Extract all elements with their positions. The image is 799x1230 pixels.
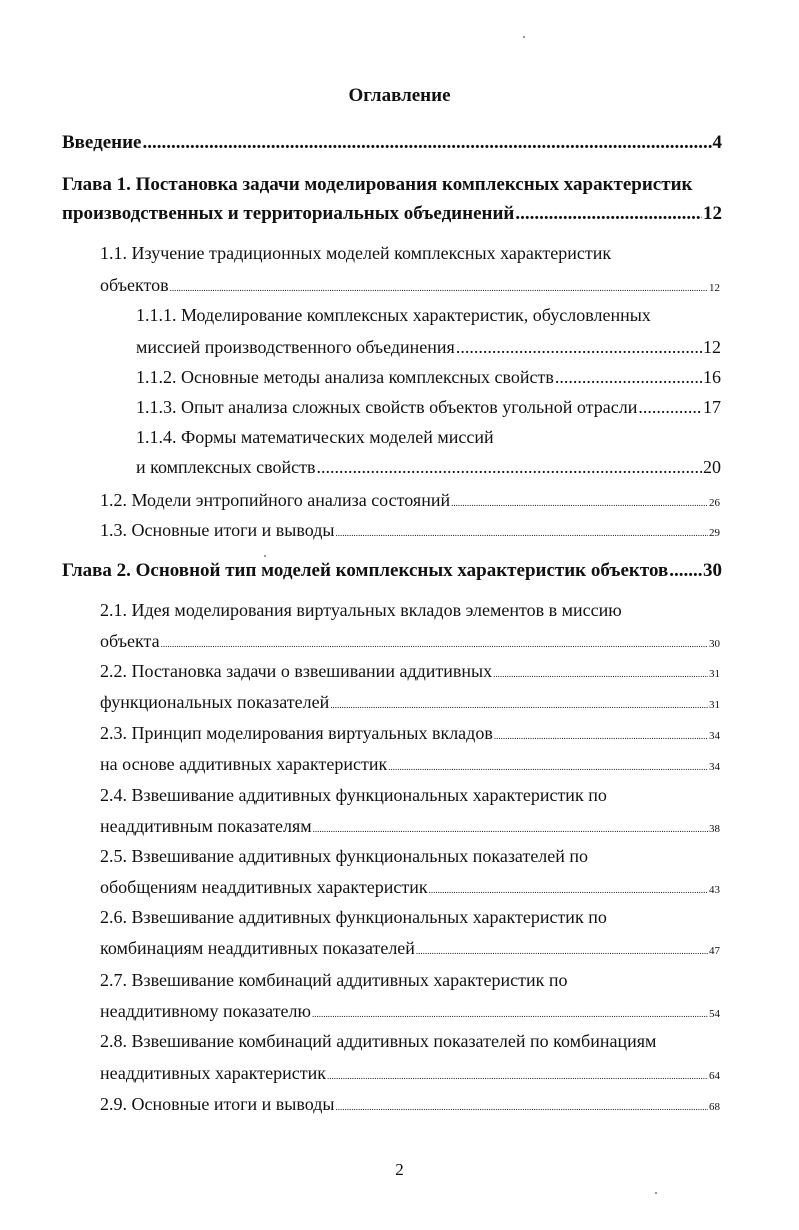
toc-entry-label: объекта [100, 631, 160, 651]
toc-entry-label: 1.1.2. Основные методы анализа комплексных свойств [136, 367, 554, 387]
toc-chapter-1[interactable] [62, 203, 722, 225]
dot-leader [493, 669, 708, 679]
toc-entry-label: неаддитивным показателям [100, 816, 312, 836]
scan-speck [655, 1192, 657, 1194]
toc-section-2-6[interactable] [100, 938, 720, 959]
dot-leader [335, 528, 708, 538]
dot-leader [638, 397, 702, 418]
toc-page-number: 12 [709, 282, 720, 294]
dot-leader [170, 283, 708, 293]
toc-page-number: 68 [709, 1101, 720, 1113]
toc-section-1-1-2[interactable] [136, 367, 721, 388]
toc-entry-label: на основе аддитивных характеристик [100, 754, 388, 774]
toc-section-2-3-a[interactable] [100, 723, 720, 744]
toc-section-1-1-4-line1[interactable]: 1.1.4. Формы математических моделей миссий [136, 427, 494, 447]
toc-section-2-7-line1[interactable]: 2.7. Взвешивание комбинаций аддитивных характеристик по [100, 970, 568, 990]
toc-page-number: 4 [712, 132, 722, 153]
toc-page-number: 64 [709, 1070, 720, 1082]
dot-leader [312, 1009, 708, 1019]
toc-section-2-4-line1[interactable]: 2.4. Взвешивание аддитивных функциональных характеристик по [100, 785, 607, 805]
toc-page-number: 31 [709, 699, 720, 711]
toc-section-2-1-line1[interactable]: 2.1. Идея моделирования виртуальных вкладов элементов в миссию [100, 600, 622, 620]
dot-leader [313, 824, 708, 834]
toc-page-number: 43 [709, 884, 720, 896]
dot-leader [669, 560, 702, 582]
toc-entry-label: неаддитивных характеристик [100, 1063, 326, 1083]
toc-section-2-3-b[interactable] [100, 754, 720, 775]
toc-section-2-5-line1[interactable]: 2.5. Взвешивание аддитивных функциональных показателей по [100, 846, 589, 866]
dot-leader [416, 946, 708, 956]
toc-section-1-1-1-line1[interactable]: 1.1.1. Моделирование комплексных характеристик, обусловленных [136, 305, 651, 325]
toc-page-number: 16 [703, 367, 721, 387]
dot-leader [494, 731, 708, 741]
toc-section-2-1[interactable] [100, 631, 720, 652]
dot-leader [429, 885, 708, 895]
toc-entry-label: 2.2. Постановка задачи о взвешивании аддитивных [100, 661, 493, 681]
toc-section-1-1-3[interactable] [136, 397, 721, 418]
toc-section-2-2-b[interactable] [100, 692, 720, 713]
toc-section-1-3[interactable] [100, 520, 720, 541]
scan-speck [264, 555, 266, 557]
toc-section-2-7[interactable] [100, 1001, 720, 1022]
toc-entry-label: Введение [62, 132, 142, 153]
toc-entry-label: 2.3. Принцип моделирования виртуальных вкладов [100, 723, 493, 743]
toc-page-number: 12 [703, 203, 722, 224]
dot-leader [327, 1071, 708, 1081]
dot-leader [451, 498, 708, 508]
toc-page-number: 54 [709, 1008, 720, 1020]
dot-leader [515, 203, 702, 225]
dot-leader [456, 337, 702, 358]
toc-section-1-2[interactable] [100, 490, 720, 511]
toc-entry-label: 1.1.3. Опыт анализа сложных свойств объектов угольной отрасли [136, 397, 638, 417]
toc-page-number: 26 [709, 497, 720, 509]
toc-page-number: 17 [703, 397, 721, 417]
toc-entry-label: обобщениям неаддитивных характеристик [100, 877, 428, 897]
toc-entry-label: производственных и территориальных объединений [62, 203, 515, 224]
toc-page-number: 30 [703, 560, 722, 581]
toc-section-1-1-line1[interactable]: 1.1. Изучение традиционных моделей комплексных характеристик [100, 243, 612, 263]
toc-entry-intro[interactable] [62, 132, 722, 154]
toc-page-number: 34 [709, 761, 720, 773]
toc-entry-label: объектов [100, 275, 169, 295]
toc-section-1-1-4[interactable] [136, 457, 721, 478]
toc-page-number: 47 [709, 945, 720, 957]
toc-section-2-8[interactable] [100, 1063, 720, 1084]
toc-title: Оглавление [348, 85, 451, 106]
toc-entry-label: миссией производственного объединения [136, 337, 455, 357]
toc-entry-label: Глава 2. Основной тип моделей комплексных характеристик объектов [62, 560, 669, 581]
toc-entry-label: функциональных показателей [100, 692, 330, 712]
toc-page-number: 12 [703, 337, 721, 357]
toc-section-2-5[interactable] [100, 877, 720, 898]
toc-section-1-1[interactable] [100, 275, 720, 296]
dot-leader [330, 700, 708, 710]
toc-section-1-1-1[interactable] [136, 337, 721, 358]
toc-section-2-9[interactable] [100, 1094, 720, 1115]
toc-page-number: 30 [709, 638, 720, 650]
toc-section-2-8-line1[interactable]: 2.8. Взвешивание комбинаций аддитивных показателей по комбинациям [100, 1031, 657, 1051]
toc-entry-label: комбинациям неаддитивных показателей [100, 938, 415, 958]
dot-leader [316, 457, 702, 478]
toc-chapter-2[interactable] [62, 560, 722, 582]
toc-entry-label: неаддитивному показателю [100, 1001, 311, 1021]
toc-page-number: 34 [709, 730, 720, 742]
toc-section-2-6-line1[interactable]: 2.6. Взвешивание аддитивных функциональных характеристик по [100, 907, 607, 927]
toc-section-2-4[interactable] [100, 816, 720, 837]
dot-leader [555, 367, 702, 388]
toc-page-number: 29 [709, 527, 720, 539]
page-number: 2 [395, 1160, 404, 1179]
toc-page-number: 20 [703, 457, 721, 477]
toc-page-number: 38 [709, 823, 720, 835]
scan-speck [523, 36, 525, 38]
toc-entry-label: 2.9. Основные итоги и выводы [100, 1094, 335, 1114]
dot-leader [143, 132, 712, 154]
dot-leader [388, 762, 708, 772]
toc-section-2-2-a[interactable] [100, 661, 720, 682]
toc-entry-label: 1.2. Модели энтропийного анализа состояний [100, 490, 451, 510]
toc-page-number: 31 [709, 668, 720, 680]
toc-entry-label: 1.3. Основные итоги и выводы [100, 520, 335, 540]
toc-chapter-1-line1[interactable]: Глава 1. Постановка задачи моделирования комплексных характеристик [62, 174, 693, 195]
dot-leader [161, 639, 708, 649]
toc-entry-label: и комплексных свойств [136, 457, 316, 477]
dot-leader [335, 1102, 708, 1112]
